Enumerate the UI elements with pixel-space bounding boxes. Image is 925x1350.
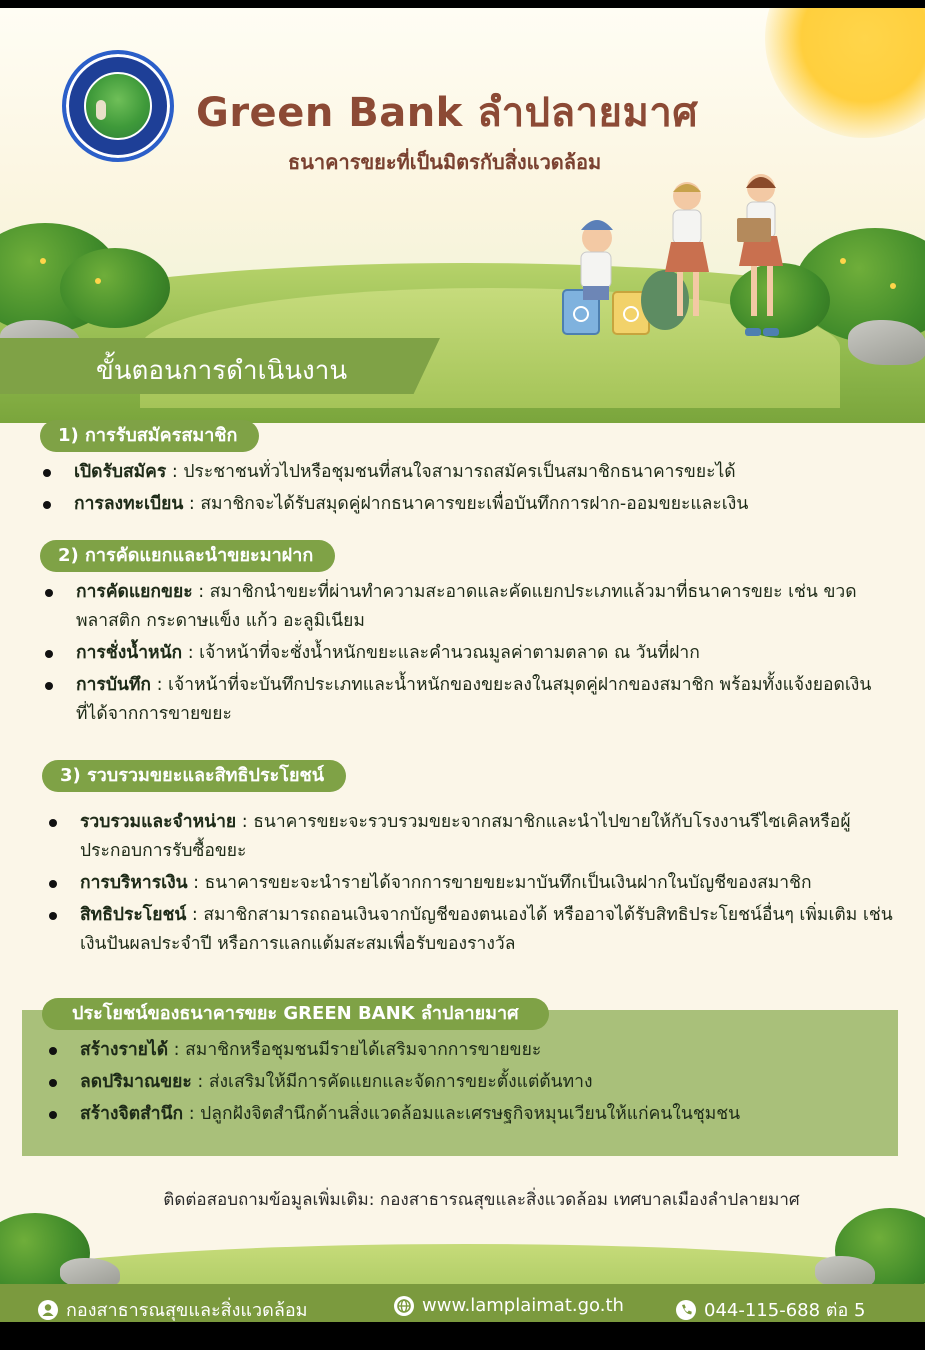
- flower-icon: [890, 283, 896, 289]
- item-text: : เจ้าหน้าที่จะบันทึกประเภทและน้ำหนักของขยะลงในสมุดคู่ฝากของสมาชิก พร้อมทั้งแจ้งยอดเงินที่ได้จากการขายขยะ: [76, 675, 872, 724]
- globe-icon: [394, 1296, 414, 1316]
- item-text: : ส่งเสริมให้มีการคัดแยกและจัดการขยะตั้งแต่ต้นทาง: [191, 1072, 593, 1092]
- item-text: : ธนาคารขยะจะรวบรวมขยะจากสมาชิกและนำไปขายให้กับโรงงานรีไซเคิลหรือผู้ประกอบการรับซื้อขยะ: [80, 812, 851, 861]
- list-item: [40, 458, 900, 487]
- list-item: [46, 901, 896, 959]
- poster-title: Green Bank ลำปลายมาศ: [196, 90, 699, 136]
- list-item: [42, 671, 872, 729]
- footer-department-text: กองสาธารณสุขและสิ่งแวดล้อม: [66, 1300, 308, 1321]
- kids-recycling-illustration: [555, 168, 815, 343]
- list-item: [42, 578, 872, 636]
- item-term: สิทธิประโยชน์: [80, 905, 187, 925]
- phone-icon: [676, 1300, 696, 1320]
- list-item: [46, 869, 896, 898]
- footer-phone: [676, 1295, 865, 1322]
- item-term: รวบรวมและจำหน่าย: [80, 812, 237, 832]
- footer-phone-text: 044-115-688 ต่อ 5: [704, 1300, 866, 1321]
- item-term: การลงทะเบียน: [74, 494, 184, 514]
- footer-website-link[interactable]: www.lamplaimat.go.th: [422, 1295, 624, 1316]
- item-text: : สมาชิกนำขยะที่ผ่านทำความสะอาดและคัดแยกประเภทแล้วมาที่ธนาคารขยะ เช่น ขวดพลาสติก กระดาษแข็ง แก้ว อะลูมิเนียม: [76, 582, 857, 631]
- section-1-list: [40, 458, 900, 522]
- item-text: : ธนาคารขยะจะนำรายได้จากการขายขยะมาบันทึกเป็นเงินฝากในบัญชีของสมาชิก: [187, 873, 812, 893]
- footer-website[interactable]: [394, 1295, 624, 1316]
- contact-line: ติดต่อสอบถามข้อมูลเพิ่มเติม: กองสาธารณสุขและสิ่งแวดล้อม เทศบาลเมืองลำปลายมาศ: [163, 1190, 800, 1210]
- list-item: [46, 1068, 886, 1097]
- footer-bar: [0, 1284, 925, 1322]
- item-term: ลดปริมาณขยะ: [80, 1072, 192, 1092]
- municipality-seal-icon: [62, 50, 174, 162]
- section-2-list: [42, 578, 872, 732]
- flower-icon: [95, 278, 101, 284]
- item-text: : สมาชิกหรือชุมชนมีรายได้เสริมจากการขายขยะ: [168, 1040, 542, 1060]
- list-item: [46, 808, 896, 866]
- bush-icon: [60, 248, 170, 328]
- poster: [0, 8, 925, 1322]
- item-term: สร้างรายได้: [80, 1040, 169, 1060]
- item-text: : ปลูกฝังจิตสำนึกด้านสิ่งแวดล้อมและเศรษฐกิจหมุนเวียนให้แก่คนในชุมชน: [183, 1104, 741, 1124]
- footer-department: [38, 1295, 308, 1322]
- benefits-title: ประโยชน์ของธนาคารขยะ GREEN BANK ลำปลายมาศ: [42, 998, 549, 1030]
- item-term: สร้างจิตสำนึก: [80, 1104, 184, 1124]
- person-icon: [38, 1300, 58, 1320]
- section-3-title: 3) รวบรวมขยะและสิทธิประโยชน์: [42, 760, 346, 792]
- list-item: [40, 490, 900, 519]
- item-term: การบันทึก: [76, 675, 152, 695]
- flower-icon: [840, 258, 846, 264]
- seal-road: [96, 100, 106, 120]
- section-heading: ขั้นตอนการดำเนินงาน: [96, 356, 348, 386]
- flower-icon: [40, 258, 46, 264]
- benefits-list: [46, 1036, 886, 1132]
- item-term: การบริหารเงิน: [80, 873, 188, 893]
- item-term: เปิดรับสมัคร: [74, 462, 167, 482]
- item-text: : สมาชิกสามารถถอนเงินจากบัญชีของตนเองได้ หรืออาจได้รับสิทธิประโยชน์อื่นๆ เพิ่มเติม เช่น เงินปันผลประจำปี หรือการแลกแต้มสะสมเพื่อรับของรางวัล: [80, 905, 893, 954]
- list-item: [46, 1100, 886, 1129]
- item-text: : ประชาชนทั่วไปหรือชุมชนที่สนใจสามารถสมัครเป็นสมาชิกธนาคารขยะได้: [166, 462, 736, 482]
- item-text: : เจ้าหน้าที่จะชั่งน้ำหนักขยะและคำนวณมูลค่าตามตลาด ณ วันที่ฝาก: [182, 643, 700, 663]
- item-text: : สมาชิกจะได้รับสมุดคู่ฝากธนาคารขยะเพื่อบันทึกการฝาก-ออมขยะและเงิน: [183, 494, 749, 514]
- section-3-list: [46, 808, 896, 962]
- list-item: [42, 639, 872, 668]
- seal-emblem: [84, 72, 152, 140]
- rock-icon: [848, 320, 925, 365]
- item-term: การชั่งน้ำหนัก: [76, 643, 183, 663]
- section-1-title: 1) การรับสมัครสมาชิก: [40, 420, 259, 452]
- list-item: [46, 1036, 886, 1065]
- poster-subtitle: ธนาคารขยะที่เป็นมิตรกับสิ่งแวดล้อม: [288, 150, 602, 174]
- item-term: การคัดแยกขยะ: [76, 582, 193, 602]
- section-2-title: 2) การคัดแยกและนำขยะมาฝาก: [40, 540, 335, 572]
